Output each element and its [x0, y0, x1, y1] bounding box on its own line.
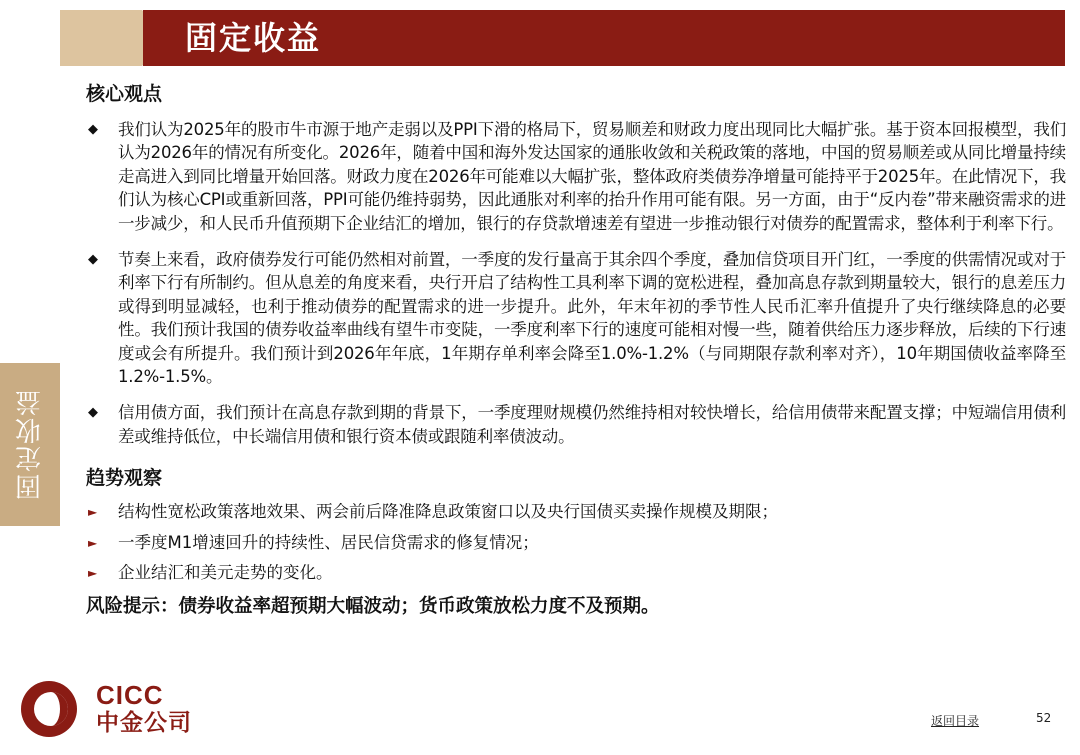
- triangle-bullet-icon: ►: [88, 566, 98, 581]
- bullet-text: 节奏上来看，政府债券发行可能仍然相对前置，一季度的发行量高于其余四个季度，叠加信贷项目开门红，一季度的供需情况或对于利率下行有所制约。但从息差的角度来看，央行开启了结构性工具利率下调的宽松进程，叠加高息存款到期量较大，银行的息差压力或得到明显减轻，也利于推动债券的配置需求的进一步提升。此外，年末年初的季节性人民币汇率升值提升了央行继续降息的必要性。我们预计我国的债券收益率曲线有望牛市变陡，一季度利率下行的速度可能相对慢一些，随着供给压力逐步释放，后续的下行速度或会有所提升。我们预计到2026年年底，1年期存单利率会降至1.0%-1.2%（与同期限存款利率对齐），10年期国债收益率降至1.2%-1.5%。: [118, 250, 1066, 387]
- core-view-bullet: [86, 118, 1066, 235]
- diamond-bullet-icon: ◆: [88, 122, 98, 137]
- triangle-bullet-icon: ►: [88, 505, 98, 520]
- cicc-logo-mark-icon: [20, 680, 78, 738]
- bullet-text: 信用债方面，我们预计在高息存款到期的背景下，一季度理财规模仍然维持相对较快增长，给信用债带来配置支撑；中短端信用债利差或维持低位，中长端信用债和银行资本债或跟随利率债波动。: [118, 403, 1066, 446]
- diamond-bullet-icon: ◆: [88, 252, 98, 268]
- cicc-logo-cn: 中金公司: [96, 710, 192, 736]
- main-content: [86, 78, 1066, 622]
- trend-item: [86, 528, 1066, 559]
- core-view-list: [86, 118, 1066, 448]
- core-view-bullet: [86, 401, 1066, 448]
- section-side-tab: [0, 363, 60, 526]
- bullet-text: 我们认为2025年的股市牛市源于地产走弱以及PPI下滑的格局下，贸易顺差和财政力度出现同比大幅扩张。基于资本回报模型，我们认为2026年的情况有所变化。2026年，随着中国和海外发达国家的通胀收敛和关税政策的落地，中国的贸易顺差或从同比增量持续走高进入到同比增量开始回落。财政力度在2026年可能难以大幅扩张，整体政府类债券净增量可能持平于2025年。在此情况下，我们认为核心CPI或重新回落，PPI可能仍维持弱势，因此通胀对利率的抬升作用可能有限。另一方面，由于“反内卷”带来融资需求的进一步减少，和人民币升值预期下企业结汇的增加，银行的存贷款增速差有望进一步推动银行对债券的配置需求，整体利于利率下行。: [118, 120, 1066, 233]
- trend-list: [86, 497, 1066, 589]
- page-title: 固定收益: [185, 19, 322, 57]
- triangle-bullet-icon: ►: [88, 535, 98, 550]
- section-side-label: 固定收益: [15, 388, 46, 501]
- trend-heading: 趋势观察: [86, 467, 163, 490]
- risk-warning: 风险提示：债券收益率超预期大幅波动；货币政策放松力度不及预期。: [86, 595, 660, 617]
- trend-item: [86, 558, 1066, 589]
- trend-item: [86, 497, 1066, 528]
- diamond-bullet-icon: ◆: [88, 405, 98, 421]
- page-number: 52: [1036, 711, 1052, 725]
- cicc-logo: [20, 678, 210, 740]
- cicc-logo-en: CICC: [96, 680, 164, 710]
- back-to-contents-link[interactable]: 返回目录: [931, 714, 980, 728]
- trend-item-text: 一季度M1增速回升的持续性、居民信贷需求的修复情况；: [118, 532, 539, 552]
- core-view-heading: 核心观点: [86, 83, 163, 105]
- trend-item-text: 企业结汇和美元走势的变化。: [118, 563, 333, 583]
- core-view-bullet: [86, 248, 1066, 388]
- trend-item-text: 结构性宽松政策落地效果、两会前后降准降息政策窗口以及央行国债买卖操作规模及期限；: [118, 502, 778, 522]
